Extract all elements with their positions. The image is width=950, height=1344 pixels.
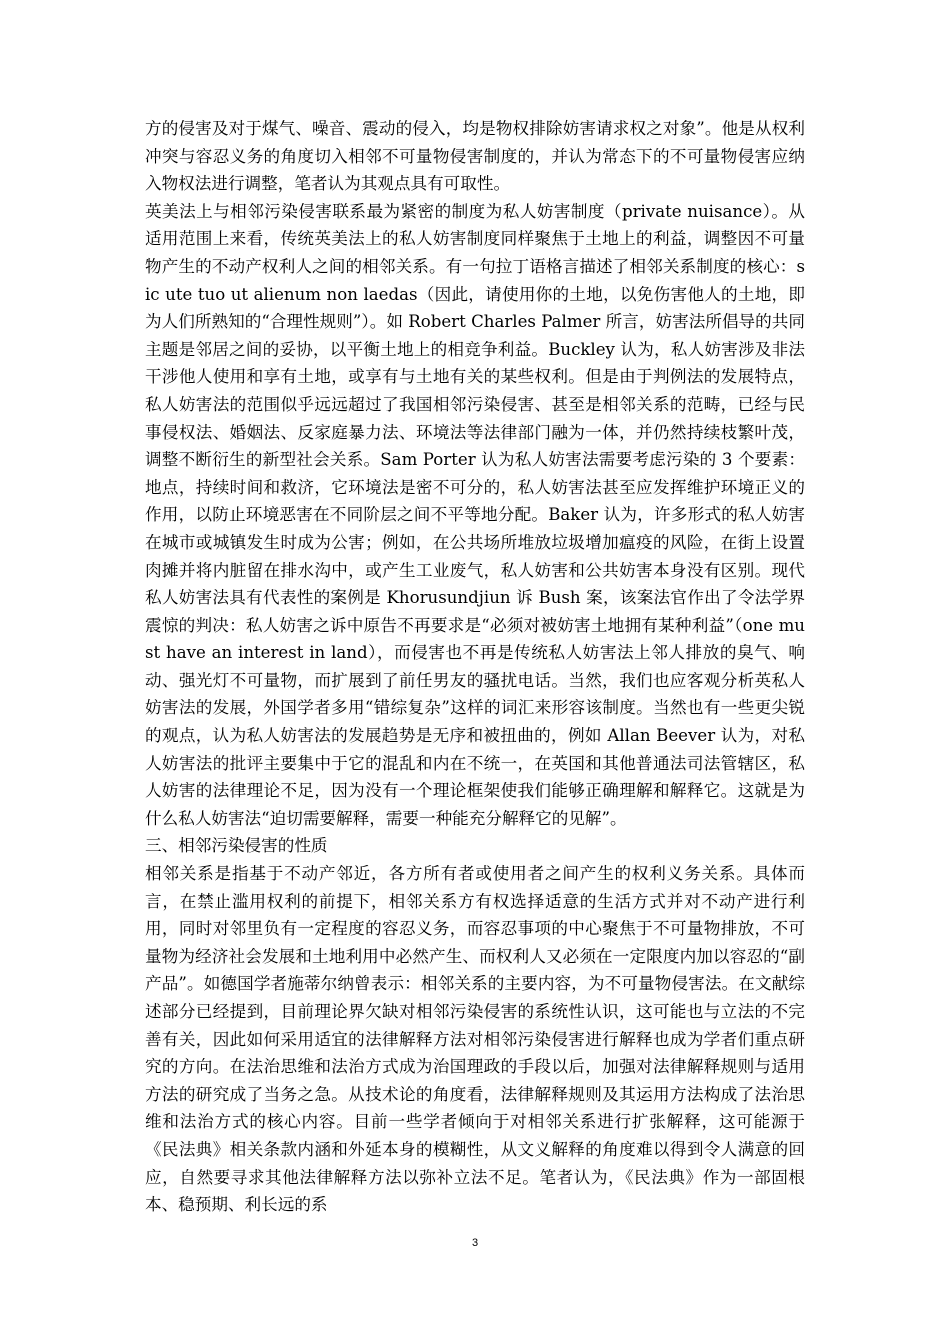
paragraph-2: 英美法上与相邻污染侵害联系最为紧密的制度为私人妨害制度（private nuisance）。从适用范围上来看，传统英美法上的私人妨害制度同样聚焦于土地上的利益，调整因不可量物产生的不动产权利人之间的相邻关系。有一句拉丁语格言描述了相邻关系制度的核心：sic ute tuo ut alienum non laedas（因此，请使用你的土地，以免伤害他人的土地，即为人们所熟知的“合理性规则”）。如 Robert Charles Palmer 所言，妨害法所倡导的共同主题是邻居之间的妥协，以平衡土地上的相竞争利益。Buckley 认为，私人妨害涉及非法干涉他人使用和享有土地，或享有与土地有关的某些权利。但是由于判例法的发展特点，私人妨害法的范围似乎远远超过了我国相邻污染侵害、甚至是相邻关系的范畴，已经与民事侵权法、婚姻法、反家庭暴力法、环境法等法律部门融为一体，并仍然持续枝繁叶茂，调整不断衍生的新型社会关系。Sam Porter 认为私人妨害法需要考虑污染的 3 个要素：地点，持续时间和救济，它环境法是密不可分的，私人妨害法甚至应发挥维护环境正义的作用，以防止环境恶害在不同阶层之间不平等地分配。Baker 认为，许多形式的私人妨害在城市或城镇发生时成为公害；例如，在公共场所堆放垃圾增加瘟疫的风险，在街上设置肉摊并将内脏留在排水沟中，或产生工业废气，私人妨害和公共妨害本身没有区别。现代私人妨害法具有代表性的案例是 Khorusundjiun 诉 Bush 案，该案法官作出了令法学界震惊的判决：私人妨害之诉中原告不再要求是“必须对被妨害土地拥有某种利益”（one must have an interest in land），而侵害也不再是传统私人妨害法上邻人排放的臭气、响动、强光灯不可量物，而扩展到了前任男友的骚扰电话。当然，我们也应客观分析英私人妨害法的发展，外国学者多用“错综复杂”这样的词汇来形容该制度。当然也有一些更尖锐的观点，认为私人妨害法的发展趋势是无序和被扭曲的，例如 Allan Beever 认为，对私人妨害法的批评主要集中于它的混乱和内在不统一，在英国和其他普通法司法管辖区，私人妨害的法律理论不足，因为没有一个理论框架使我们能够正确理解和解释它。这就是为什么私人妨害法“迫切需要解释，需要一种能充分解释它的见解”。 (145, 201, 805, 828)
page-number: 3 (471, 1237, 479, 1249)
document-body (145, 115, 805, 1219)
paragraph-3: 相邻关系是指基于不动产邻近，各方所有者或使用者之间产生的权利义务关系。具体而言，在禁止滥用权利的前提下，相邻关系方有权选择适意的生活方式并对不动产进行利用，同时对邻里负有一定程度的容忍义务，而容忍事项的中心聚焦于不可量物排放，不可量物为经济社会发展和土地利用中必然产生、而权利人又必须在一定限度内加以容忍的“副产品”。如德国学者施蒂尔纳曾表示：相邻关系的主要内容，为不可量物侵害法。在文献综述部分已经提到，目前理论界欠缺对相邻污染侵害的系统性认识，这可能也与立法的不完善有关，因此如何采用适宜的法律解释方法对相邻污染侵害进行解释也成为学者们重点研究的方向。在法治思维和法治方式成为治国理政的手段以后，加强对法律解释规则与适用方法的研究成了当务之急。从技术论的角度看，法律解释规则及其运用方法构成了法治思维和法治方式的核心内容。目前一些学者倾向于对相邻关系进行扩张解释，这可能源于《民法典》相关条款内涵和外延本身的模糊性，从文义解释的角度难以得到令人满意的回应，自然要寻求其他法律解释方法以弥补立法不足。笔者认为，《民法典》作为一部固根本、稳预期、利长远的系 (145, 864, 805, 1215)
section-heading: 三、相邻污染侵害的性质 (145, 836, 328, 856)
paragraph-1: 方的侵害及对于煤气、噪音、震动的侵入，均是物权排除妨害请求权之对象”。他是从权利冲突与容忍义务的角度切入相邻不可量物侵害制度的，并认为常态下的不可量物侵害应纳入物权法进行调整，笔者认为其观点具有可取性。 (145, 119, 805, 194)
